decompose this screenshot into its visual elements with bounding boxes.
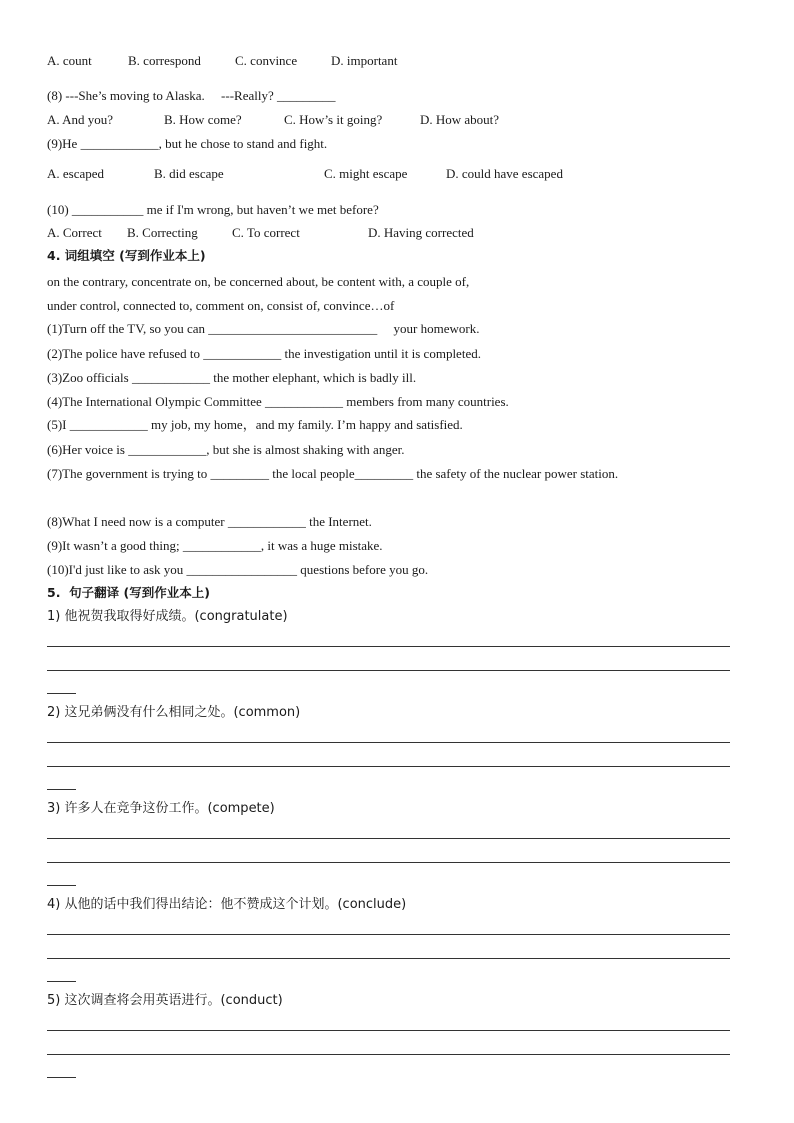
answer-line-tail[interactable] [47, 885, 76, 886]
q7-option-d: D. important [331, 53, 398, 68]
translation-item-5: 5) 这次调查将会用英语进行。(conduct) [47, 993, 283, 1008]
q7-option-a: A. count [47, 53, 92, 68]
phrase-bank-line1: on the contrary, concentrate on, be concerned about, be content with, a couple of, [47, 274, 470, 289]
answer-line[interactable] [47, 838, 730, 839]
answer-line[interactable] [47, 1054, 730, 1055]
answer-line-tail[interactable] [47, 1077, 76, 1078]
translation-item-4: 4) 从他的话中我们得出结论：他不赞成这个计划。(conclude) [47, 897, 407, 912]
q10-option-c: C. To correct [232, 225, 300, 240]
fill-item-8: (8)What I need now is a computer ____________ the Internet. [47, 514, 372, 529]
fill-item-4: (4)The International Olympic Committee ____________ members from many countries. [47, 394, 509, 409]
q9-option-c: C. might escape [324, 166, 408, 181]
q9-option-b: B. did escape [154, 166, 224, 181]
fill-item-5: (5)I ____________ my job, my home，and my family. I’m happy and satisfied. [47, 417, 463, 432]
answer-line-tail[interactable] [47, 981, 76, 982]
phrase-bank-line2: under control, connected to, comment on, consist of, convince…of [47, 298, 395, 313]
q7-option-c: C. convince [235, 53, 298, 68]
answer-line-tail[interactable] [47, 789, 76, 790]
answer-line[interactable] [47, 1030, 730, 1031]
answer-line[interactable] [47, 646, 730, 647]
q8-stem: (8) ---She’s moving to Alaska. ---Really? _________ [47, 88, 336, 103]
answer-line[interactable] [47, 742, 730, 743]
q7-option-b: B. correspond [128, 53, 201, 68]
fill-item-9: (9)It wasn’t a good thing; ____________, it was a huge mistake. [47, 538, 383, 553]
fill-item-6: (6)Her voice is ____________, but she is almost shaking with anger. [47, 442, 405, 457]
q9-option-d: D. could have escaped [446, 166, 563, 181]
q8-option-c: C. How’s it going? [284, 112, 383, 127]
fill-item-10: (10)I'd just like to ask you _________________ questions before you go. [47, 562, 429, 577]
translation-item-1: 1) 他祝贺我取得好成绩。(congratulate) [47, 609, 288, 624]
section5-heading: 5. 句子翻译 (写到作业本上) [47, 585, 210, 600]
q10-stem: (10) ___________ me if I'm wrong, but haven’t we met before? [47, 202, 379, 217]
answer-line[interactable] [47, 766, 730, 767]
fill-item-2: (2)The police have refused to ____________ the investigation until it is completed. [47, 346, 481, 361]
answer-line[interactable] [47, 934, 730, 935]
q9-option-a: A. escaped [47, 166, 105, 181]
q9-stem: (9)He ____________, but he chose to stand and fight. [47, 136, 328, 151]
answer-line[interactable] [47, 958, 730, 959]
translation-item-3: 3) 许多人在竞争这份工作。(compete) [47, 801, 275, 816]
answer-line[interactable] [47, 862, 730, 863]
q10-option-d: D. Having corrected [368, 225, 474, 240]
translation-item-2: 2) 这兄弟俩没有什么相同之处。(common) [47, 705, 301, 720]
q8-option-a: A. And you? [47, 112, 114, 127]
q10-option-b: B. Correcting [127, 225, 198, 240]
answer-line-tail[interactable] [47, 693, 76, 694]
section4-heading: 4. 词组填空 (写到作业本上) [47, 248, 206, 263]
q10-option-a: A. Correct [47, 225, 102, 240]
fill-item-3: (3)Zoo officials ____________ the mother elephant, which is badly ill. [47, 370, 417, 385]
fill-item-7: (7)The government is trying to _________ the local people_________ the safety of the nuclear power station. [47, 466, 619, 481]
answer-line[interactable] [47, 670, 730, 671]
q8-option-d: D. How about? [420, 112, 500, 127]
q8-option-b: B. How come? [164, 112, 242, 127]
fill-item-1: (1)Turn off the TV, so you can __________________________ your homework. [47, 321, 480, 336]
